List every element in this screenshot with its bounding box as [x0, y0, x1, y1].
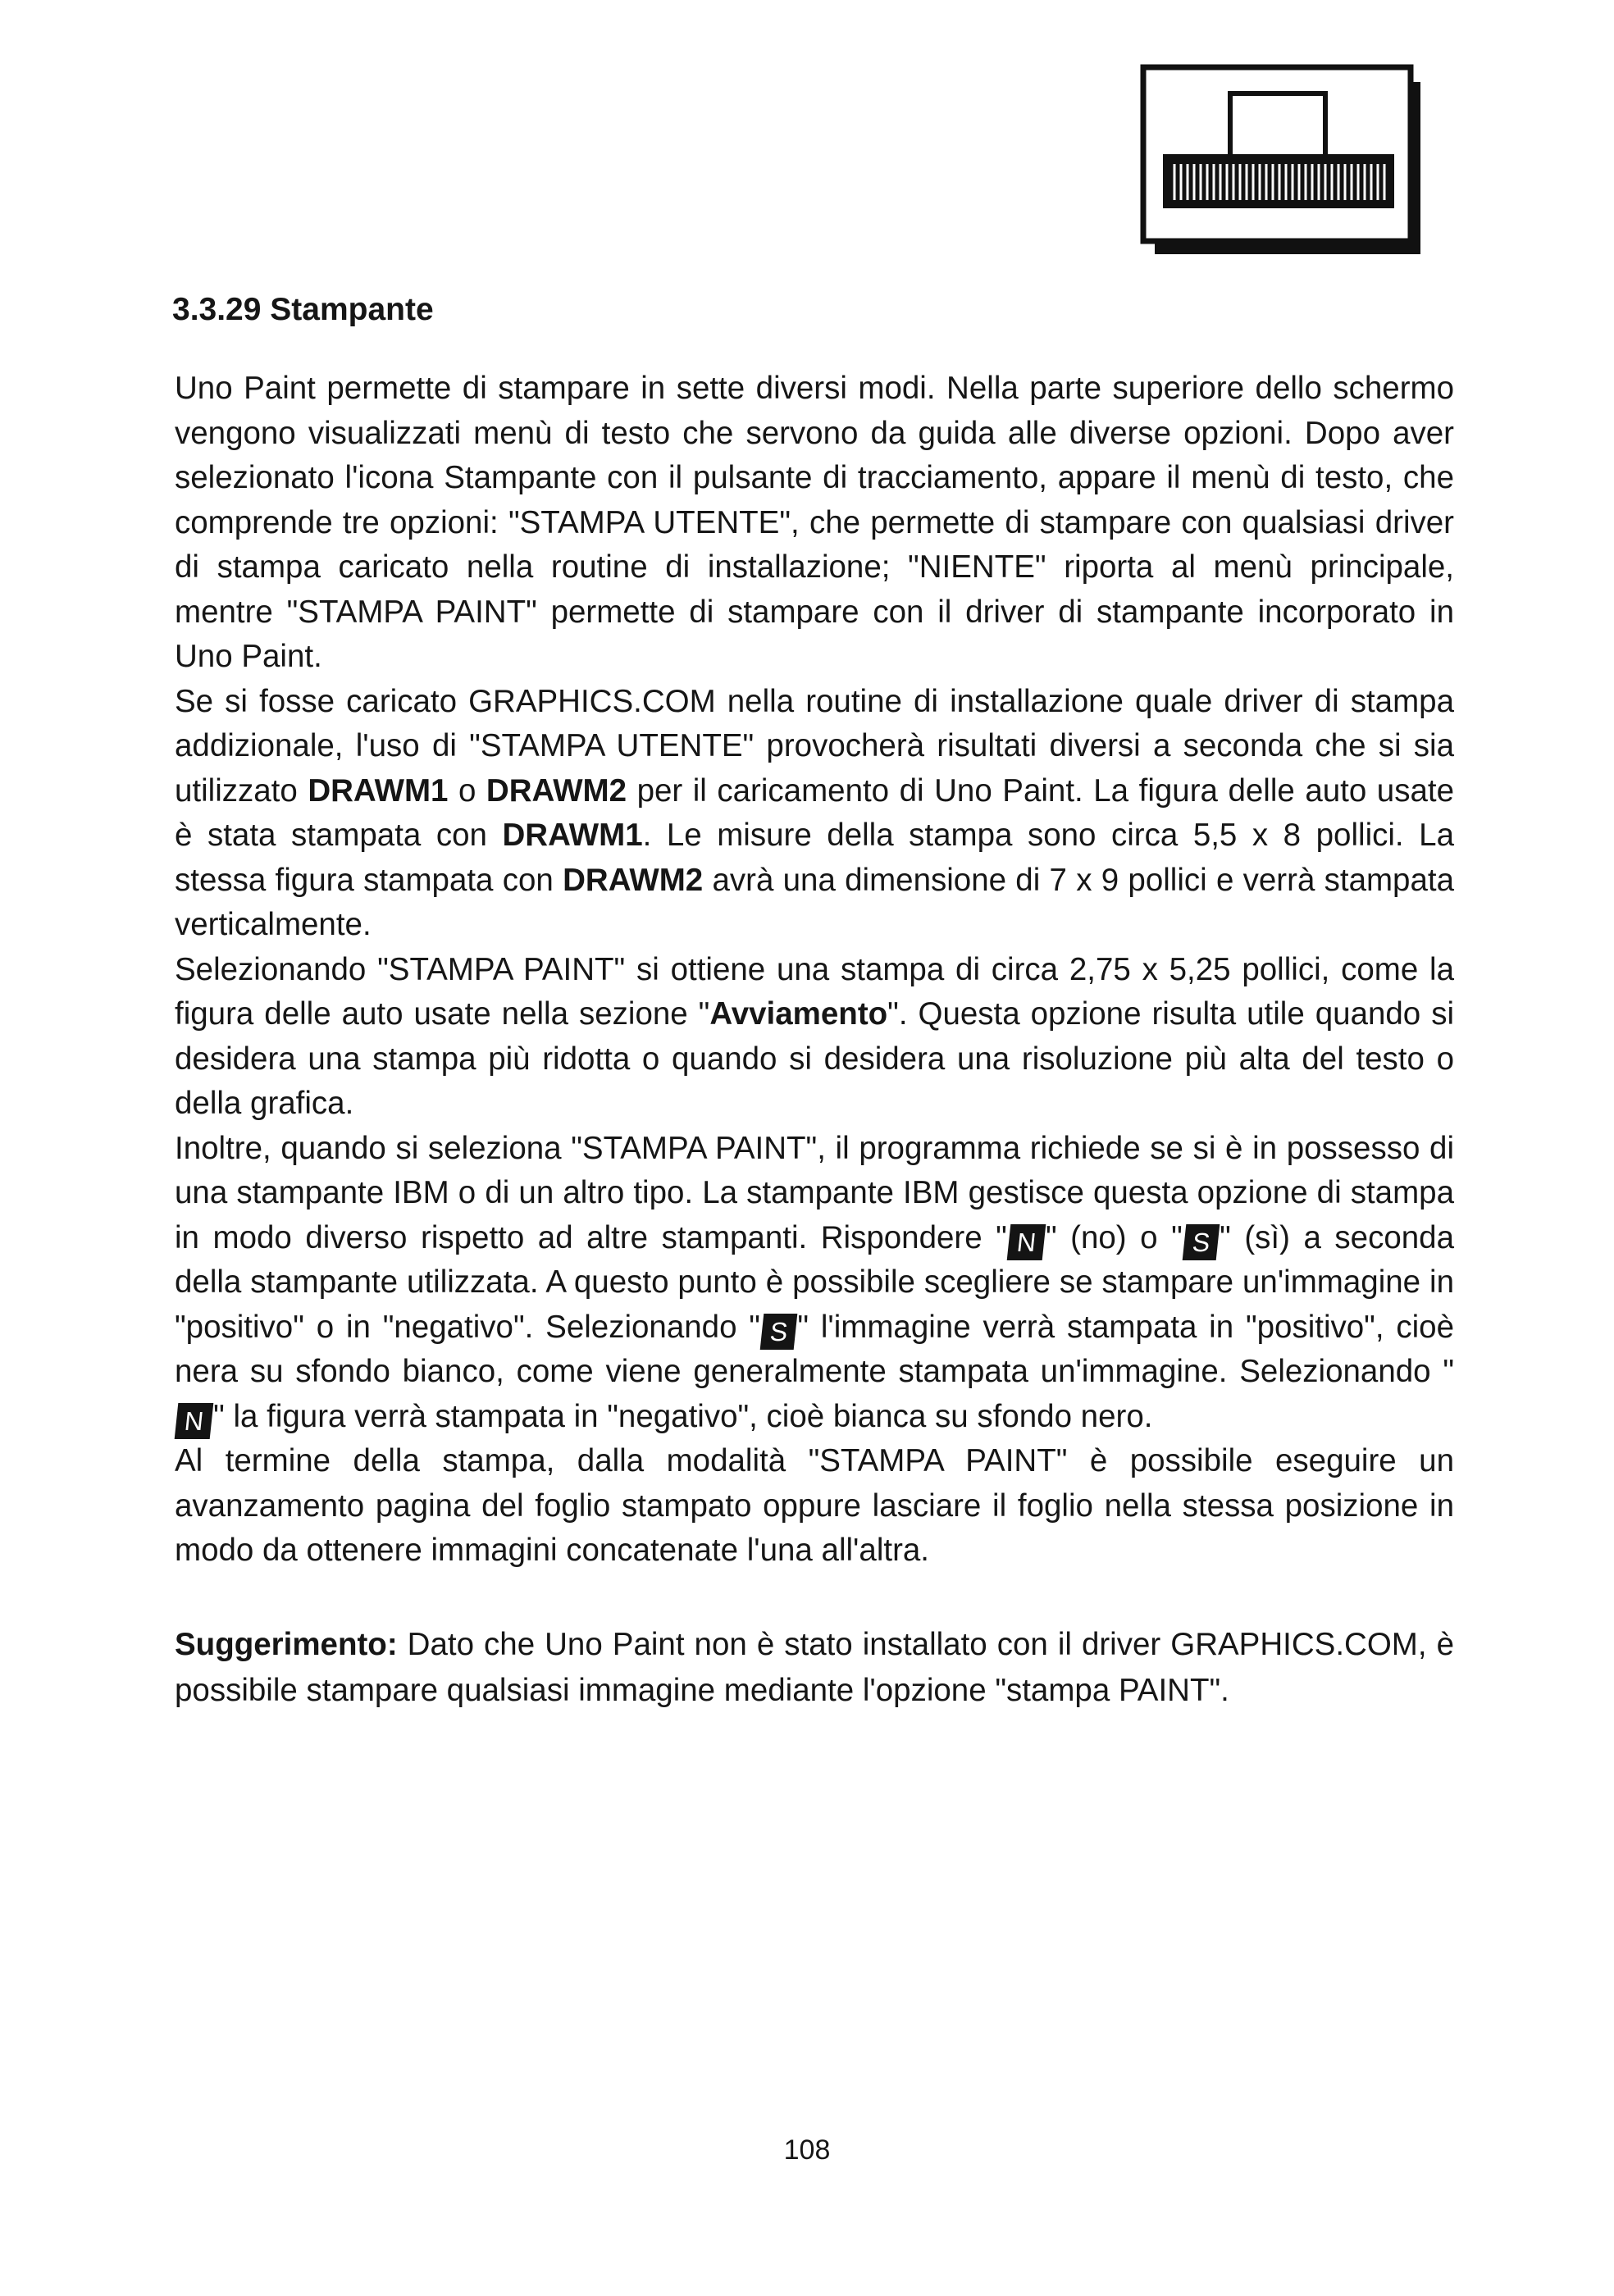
- section-title: 3.3.29 Stampante: [172, 292, 434, 327]
- printer-icon: [1140, 64, 1427, 261]
- bold-term: Avviamento: [709, 996, 888, 1032]
- text-run: Se si fosse caricato GRAPHICS.COM nella routine di installazione quale driver di stampa addizionale, l'uso di "STAMPA UTENTE" provocherà risultati diversi a seconda che si sia utilizzato: [175, 683, 1454, 809]
- paragraph: [175, 367, 1454, 680]
- paragraph: [175, 680, 1454, 948]
- text-run: " l'immagine verrà stampata in "positivo", cioè nera su sfondo bianco, come viene generalmente stampata un'immagine. Selezionando ": [175, 1309, 1454, 1389]
- tip-text: Dato che Uno Paint non è stato installato con il driver GRAPHICS.COM, è possibile stampare qualsiasi immagine mediante l'opzione "stampa PAINT".: [175, 1627, 1454, 1708]
- text-run: Uno Paint permette di stampare in sette diversi modi. Nella parte superiore dello schermo vengono visualizzati menù di testo che servono da guida alle diverse opzioni. Dopo aver selezionato l'icona Stampante con il pulsante di tracciamento, appare il menù di testo, che comprende tre opzioni: "STAMPA UTENTE", che permette di stampare con qualsiasi driver di stampa caricato nella routine di installazione; "NIENTE" riporta al menù principale, mentre "STAMPA PAINT" permette di stampare con il driver di stampante incorporato in Uno Paint.: [175, 371, 1454, 674]
- bold-term: DRAWM2: [563, 862, 704, 898]
- bold-term: DRAWM1: [502, 818, 643, 853]
- text-run: per il caricamento di Uno Paint. La figura delle auto usate è stata stampata con: [175, 772, 1454, 853]
- text-run: " (sì) a seconda della stampante utilizzata. A questo punto è possibile scegliere se stampare un'immagine in "positivo" o in "negativo". Selezionando ": [175, 1219, 1454, 1345]
- paragraph: [175, 1439, 1454, 1574]
- key-cap-n: N: [1007, 1224, 1046, 1260]
- page-number: 108: [783, 2134, 831, 2166]
- key-cap-s: S: [1182, 1224, 1220, 1260]
- text-run: Inoltre, quando si seleziona "STAMPA PAINT", il programma richiede se si è in possesso di una stampante IBM o di un altro tipo. La stampante IBM gestisce questa opzione di stampa in modo diverso rispetto ad altre stampanti. Rispondere ": [175, 1130, 1454, 1255]
- bold-term: DRAWM2: [486, 772, 627, 809]
- tip-paragraph: [175, 1622, 1454, 1714]
- text-run: ". Questa opzione risulta utile quando si desidera una stampa più ridotta o quando si desidera una risoluzione più alta del testo o della grafica.: [175, 996, 1455, 1121]
- key-cap-s: S: [760, 1314, 798, 1350]
- tip-label: Suggerimento:: [175, 1627, 398, 1662]
- paragraph: [175, 1127, 1454, 1440]
- text-run: Selezionando "STAMPA PAINT" si ottiene una stampa di circa 2,75 x 5,25 pollici, come la figura delle auto usate nella sezione ": [175, 951, 1454, 1032]
- text-run: " la figura verrà stampata in "negativo", cioè bianca su sfondo nero.: [213, 1398, 1153, 1434]
- bold-term: DRAWM1: [308, 772, 449, 809]
- paragraph: [175, 948, 1454, 1127]
- section-body: [175, 367, 1454, 1574]
- text-run: " (no) o ": [1045, 1219, 1183, 1255]
- key-cap-n: N: [175, 1403, 214, 1439]
- text-run: o: [448, 772, 486, 809]
- text-run: . Le misure della stampa sono circa 5,5 x 8 pollici. La stessa figura stampata con: [175, 818, 1454, 898]
- text-run: avrà una dimensione di 7 x 9 pollici e verrà stampata verticalmente.: [175, 862, 1454, 942]
- text-run: Al termine della stampa, dalla modalità "STAMPA PAINT" è possibile eseguire un avanzamento pagina del foglio stampato oppure lasciare il foglio nella stessa posizione in modo da ottenere immagini concatenate l'una all'altra.: [175, 1443, 1454, 1568]
